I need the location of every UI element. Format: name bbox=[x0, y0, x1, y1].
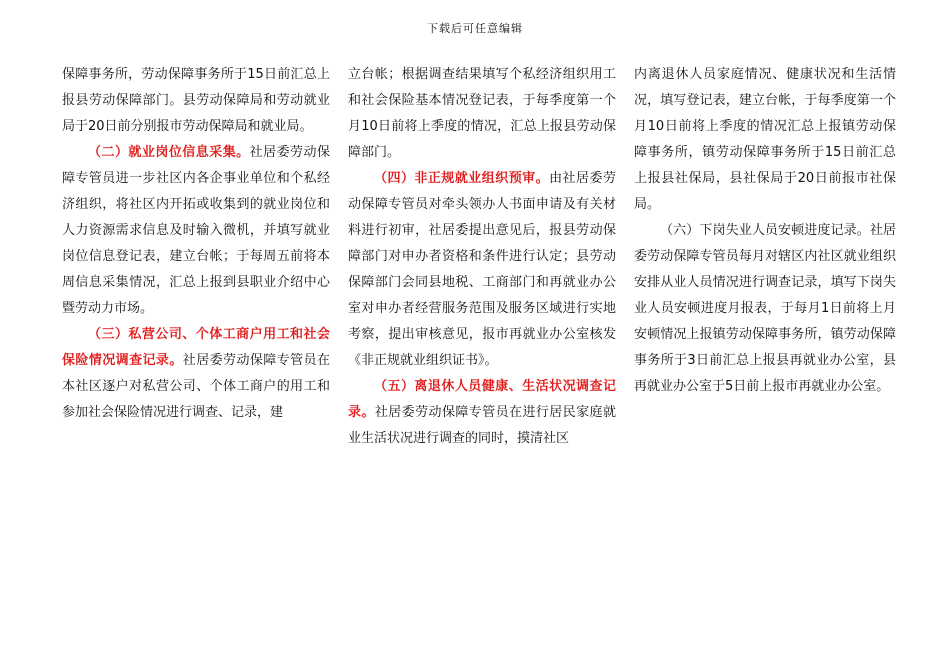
paragraph: 保障事务所，劳动保障事务所于15日前汇总上报县劳动保障部门。县劳动保障局和劳动就业局于20日前分别报市劳动保障局和就业局。 bbox=[62, 67, 330, 134]
paragraph-body: 社居委劳动保障专管员在进行居民家庭就业生活状况进行调查的同时，摸清社区 bbox=[348, 405, 616, 446]
paragraph-body: 由社居委劳动保障专管员对牵头领办人书面申请及有关材料进行初审，社居委提出意见后，报县劳动保障部门对申办者资格和条件进行认定；县劳动保障部门会同县地税、工商部门和再就业办公室对申办者经营服务范围及服务区域进行实地考察，提出审核意见，报市再就业办公室核发《非正规就业组织证书》。 bbox=[348, 171, 616, 368]
paragraph-body: 社居委劳动保障专管员在本社区逐户对私营公司、个体工商户的用工和参加社会保险情况进行调查、记录，建 bbox=[62, 353, 330, 420]
paragraph bbox=[348, 374, 616, 452]
column-3 bbox=[634, 62, 896, 400]
paragraph bbox=[348, 166, 616, 374]
paragraph: 内离退休人员家庭情况、健康状况和生活情况，填写登记表，建立台帐，于每季度第一个月10日前将上季度的情况汇总上报镇劳动保障事务所，镇劳动保障事务所于15日前汇总上报县社保局，县社保局于20日前报市社保局。 bbox=[634, 67, 896, 212]
section-heading: （三）私营公司、个体工商户用工和社会保险情况调查记录。 bbox=[62, 327, 330, 368]
column-1 bbox=[62, 62, 330, 426]
paragraph: 立台帐；根据调查结果填写个私经济组织用工和社会保险基本情况登记表，于每季度第一个月10日前将上季度的情况，汇总上报县劳动保障部门。 bbox=[348, 67, 616, 160]
section-heading: （五）离退休人员健康、生活状况调查记录。 bbox=[348, 379, 616, 420]
section-heading: （四）非正规就业组织预审。 bbox=[374, 171, 550, 186]
paragraph-body: 社居委劳动保障专管员进一步社区内各企事业单位和个私经济组织，将社区内开拓或收集到的就业岗位和人力资源需求信息及时输入微机，并填写就业岗位信息登记表，建立台帐；于每周五前将本周信息采集情况，汇总上报到县职业介绍中心暨劳动力市场。 bbox=[62, 145, 330, 316]
column-2 bbox=[348, 62, 616, 452]
paragraph bbox=[62, 140, 330, 322]
section-heading: （二）就业岗位信息采集。 bbox=[88, 145, 250, 160]
page-header: 下载后可任意编辑 bbox=[427, 22, 523, 35]
paragraph bbox=[62, 322, 330, 426]
paragraph: （六）下岗失业人员安顿进度记录。社居委劳动保障专管员每月对辖区内社区就业组织安排从业人员情况进行调查记录，填写下岗失业人员安顿进度月报表，于每月1日前将上月安顿情况上报镇劳动保障事务所，镇劳动保障事务所于3日前汇总上报县再就业办公室，县再就业办公室于5日前上报市再就业办公室。 bbox=[634, 223, 896, 394]
